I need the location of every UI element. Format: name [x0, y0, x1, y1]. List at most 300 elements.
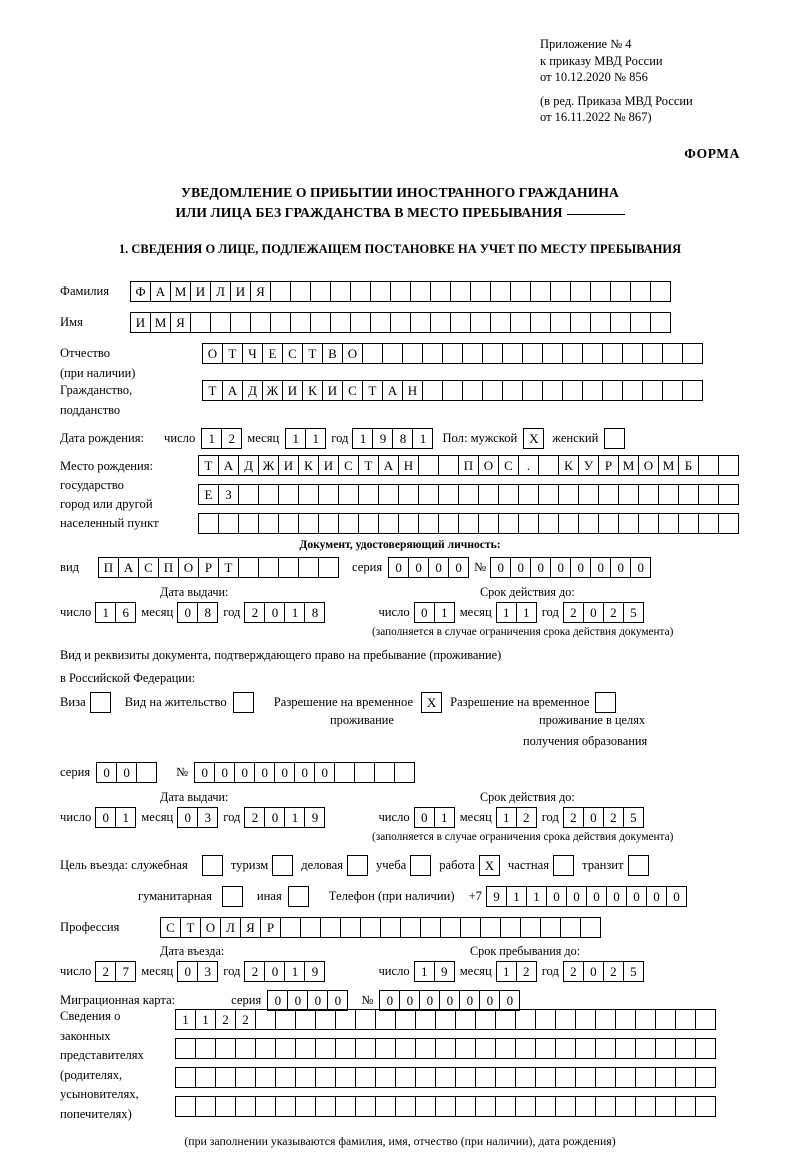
- char-cell[interactable]: Р: [260, 917, 281, 938]
- char-cell[interactable]: 1: [352, 428, 373, 449]
- char-cell[interactable]: [398, 513, 419, 534]
- char-cell[interactable]: [394, 762, 415, 783]
- char-cell[interactable]: К: [302, 380, 323, 401]
- char-cell[interactable]: [258, 557, 279, 578]
- char-cell[interactable]: [290, 281, 311, 302]
- char-cell[interactable]: [430, 312, 451, 333]
- char-cell[interactable]: 9: [434, 961, 455, 982]
- char-cell[interactable]: [498, 484, 519, 505]
- char-cell[interactable]: [570, 312, 591, 333]
- char-cell[interactable]: 0: [287, 990, 308, 1011]
- char-cell[interactable]: О: [202, 343, 223, 364]
- char-cell[interactable]: Д: [242, 380, 263, 401]
- char-cell[interactable]: [630, 312, 651, 333]
- char-cell[interactable]: [550, 312, 571, 333]
- char-cell[interactable]: 0: [546, 886, 567, 907]
- char-cell[interactable]: [462, 343, 483, 364]
- char-cell[interactable]: [430, 281, 451, 302]
- char-cell[interactable]: [475, 1009, 496, 1030]
- entry-month-input[interactable]: [177, 961, 217, 982]
- purpose-other-checkbox[interactable]: [288, 886, 309, 907]
- char-cell[interactable]: [698, 455, 719, 476]
- char-cell[interactable]: 1: [115, 807, 136, 828]
- char-cell[interactable]: [698, 513, 719, 534]
- char-cell[interactable]: 0: [428, 557, 449, 578]
- char-cell[interactable]: [510, 312, 531, 333]
- char-cell[interactable]: 0: [95, 807, 116, 828]
- char-cell[interactable]: [662, 380, 683, 401]
- char-cell[interactable]: [370, 312, 391, 333]
- char-cell[interactable]: [390, 281, 411, 302]
- char-cell[interactable]: [318, 484, 339, 505]
- char-cell[interactable]: [595, 1096, 616, 1117]
- char-cell[interactable]: 0: [479, 990, 500, 1011]
- char-cell[interactable]: [695, 1067, 716, 1088]
- char-cell[interactable]: 2: [235, 1009, 256, 1030]
- char-cell[interactable]: С: [342, 380, 363, 401]
- char-cell[interactable]: 5: [623, 807, 644, 828]
- char-cell[interactable]: А: [382, 380, 403, 401]
- entry-day-input[interactable]: [95, 961, 135, 982]
- char-cell[interactable]: [555, 1038, 576, 1059]
- char-cell[interactable]: [610, 281, 631, 302]
- char-cell[interactable]: [280, 917, 301, 938]
- char-cell[interactable]: 1: [412, 428, 433, 449]
- char-cell[interactable]: 0: [448, 557, 469, 578]
- char-cell[interactable]: [538, 455, 559, 476]
- birth-place-row2-input[interactable]: [198, 484, 738, 505]
- char-cell[interactable]: С: [160, 917, 181, 938]
- char-cell[interactable]: А: [378, 455, 399, 476]
- char-cell[interactable]: М: [658, 455, 679, 476]
- char-cell[interactable]: 2: [95, 961, 116, 982]
- char-cell[interactable]: 0: [314, 762, 335, 783]
- char-cell[interactable]: 2: [603, 602, 624, 623]
- char-cell[interactable]: [460, 917, 481, 938]
- char-cell[interactable]: [375, 1038, 396, 1059]
- char-cell[interactable]: [395, 1096, 416, 1117]
- char-cell[interactable]: 6: [115, 602, 136, 623]
- char-cell[interactable]: 1: [284, 602, 305, 623]
- stay-issue-month-input[interactable]: [177, 807, 217, 828]
- char-cell[interactable]: [310, 312, 331, 333]
- char-cell[interactable]: [415, 1038, 436, 1059]
- char-cell[interactable]: Ч: [242, 343, 263, 364]
- char-cell[interactable]: [375, 1009, 396, 1030]
- char-cell[interactable]: [482, 380, 503, 401]
- char-cell[interactable]: [435, 1038, 456, 1059]
- doc-series-input[interactable]: [388, 557, 468, 578]
- doc-valid-month-input[interactable]: [496, 602, 536, 623]
- char-cell[interactable]: [362, 343, 383, 364]
- char-cell[interactable]: 0: [583, 807, 604, 828]
- char-cell[interactable]: [590, 312, 611, 333]
- char-cell[interactable]: [270, 312, 291, 333]
- char-cell[interactable]: К: [298, 455, 319, 476]
- char-cell[interactable]: [255, 1067, 276, 1088]
- char-cell[interactable]: [658, 513, 679, 534]
- char-cell[interactable]: [335, 1067, 356, 1088]
- char-cell[interactable]: 9: [304, 961, 325, 982]
- purpose-business-checkbox[interactable]: [347, 855, 368, 876]
- char-cell[interactable]: Т: [202, 380, 223, 401]
- char-cell[interactable]: [678, 484, 699, 505]
- char-cell[interactable]: [230, 312, 251, 333]
- char-cell[interactable]: 0: [294, 762, 315, 783]
- char-cell[interactable]: [695, 1038, 716, 1059]
- char-cell[interactable]: [475, 1067, 496, 1088]
- char-cell[interactable]: [718, 484, 739, 505]
- char-cell[interactable]: [558, 513, 579, 534]
- char-cell[interactable]: [438, 513, 459, 534]
- char-cell[interactable]: [495, 1096, 516, 1117]
- char-cell[interactable]: Т: [358, 455, 379, 476]
- char-cell[interactable]: 0: [570, 557, 591, 578]
- char-cell[interactable]: [278, 484, 299, 505]
- char-cell[interactable]: 0: [510, 557, 531, 578]
- char-cell[interactable]: 5: [623, 602, 644, 623]
- char-cell[interactable]: [650, 281, 671, 302]
- char-cell[interactable]: [258, 513, 279, 534]
- char-cell[interactable]: [422, 380, 443, 401]
- char-cell[interactable]: Т: [218, 557, 239, 578]
- char-cell[interactable]: 0: [264, 807, 285, 828]
- char-cell[interactable]: [175, 1038, 196, 1059]
- birth-year-input[interactable]: [352, 428, 432, 449]
- char-cell[interactable]: [550, 281, 571, 302]
- char-cell[interactable]: 1: [175, 1009, 196, 1030]
- char-cell[interactable]: 1: [284, 961, 305, 982]
- char-cell[interactable]: [354, 762, 375, 783]
- char-cell[interactable]: Т: [180, 917, 201, 938]
- char-cell[interactable]: [618, 513, 639, 534]
- char-cell[interactable]: Ж: [258, 455, 279, 476]
- char-cell[interactable]: [675, 1067, 696, 1088]
- char-cell[interactable]: [278, 513, 299, 534]
- char-cell[interactable]: [310, 281, 331, 302]
- migration-number-input[interactable]: [379, 990, 519, 1011]
- char-cell[interactable]: Я: [240, 917, 261, 938]
- char-cell[interactable]: 0: [490, 557, 511, 578]
- char-cell[interactable]: [658, 484, 679, 505]
- char-cell[interactable]: [298, 557, 319, 578]
- char-cell[interactable]: 8: [304, 602, 325, 623]
- doc-issue-month-input[interactable]: [177, 602, 217, 623]
- char-cell[interactable]: [378, 484, 399, 505]
- char-cell[interactable]: [400, 917, 421, 938]
- char-cell[interactable]: 1: [95, 602, 116, 623]
- char-cell[interactable]: [375, 1067, 396, 1088]
- purpose-study-checkbox[interactable]: [410, 855, 431, 876]
- char-cell[interactable]: [510, 281, 531, 302]
- char-cell[interactable]: 1: [496, 602, 517, 623]
- char-cell[interactable]: [575, 1067, 596, 1088]
- char-cell[interactable]: П: [98, 557, 119, 578]
- char-cell[interactable]: 3: [197, 807, 218, 828]
- char-cell[interactable]: [602, 380, 623, 401]
- char-cell[interactable]: 1: [284, 807, 305, 828]
- char-cell[interactable]: 2: [563, 807, 584, 828]
- char-cell[interactable]: 0: [267, 990, 288, 1011]
- stay-issue-year-input[interactable]: [244, 807, 324, 828]
- stay-month-input[interactable]: [496, 961, 536, 982]
- char-cell[interactable]: 9: [304, 807, 325, 828]
- char-cell[interactable]: [642, 343, 663, 364]
- char-cell[interactable]: 0: [499, 990, 520, 1011]
- char-cell[interactable]: [395, 1038, 416, 1059]
- char-cell[interactable]: [375, 1096, 396, 1117]
- surname-input[interactable]: [130, 281, 670, 302]
- doc-issue-year-input[interactable]: [244, 602, 324, 623]
- char-cell[interactable]: 0: [610, 557, 631, 578]
- char-cell[interactable]: [370, 281, 391, 302]
- birth-day-input[interactable]: [201, 428, 241, 449]
- char-cell[interactable]: О: [638, 455, 659, 476]
- char-cell[interactable]: [422, 343, 443, 364]
- char-cell[interactable]: 0: [399, 990, 420, 1011]
- name-input[interactable]: [130, 312, 670, 333]
- char-cell[interactable]: 2: [563, 602, 584, 623]
- char-cell[interactable]: [675, 1038, 696, 1059]
- char-cell[interactable]: Н: [398, 455, 419, 476]
- char-cell[interactable]: [638, 513, 659, 534]
- char-cell[interactable]: П: [158, 557, 179, 578]
- char-cell[interactable]: О: [178, 557, 199, 578]
- char-cell[interactable]: 0: [414, 602, 435, 623]
- char-cell[interactable]: [455, 1009, 476, 1030]
- patronymic-input[interactable]: [202, 343, 702, 364]
- char-cell[interactable]: 0: [388, 557, 409, 578]
- char-cell[interactable]: [462, 380, 483, 401]
- char-cell[interactable]: Я: [170, 312, 191, 333]
- stay-valid-year-input[interactable]: [563, 807, 643, 828]
- char-cell[interactable]: [595, 1038, 616, 1059]
- char-cell[interactable]: [642, 380, 663, 401]
- char-cell[interactable]: [334, 762, 355, 783]
- purpose-transit-checkbox[interactable]: [628, 855, 649, 876]
- char-cell[interactable]: Л: [220, 917, 241, 938]
- char-cell[interactable]: [622, 380, 643, 401]
- char-cell[interactable]: .: [518, 455, 539, 476]
- char-cell[interactable]: 1: [526, 886, 547, 907]
- stay-valid-day-input[interactable]: [414, 807, 454, 828]
- char-cell[interactable]: [522, 380, 543, 401]
- char-cell[interactable]: [218, 513, 239, 534]
- char-cell[interactable]: [470, 312, 491, 333]
- char-cell[interactable]: [318, 513, 339, 534]
- char-cell[interactable]: 0: [439, 990, 460, 1011]
- char-cell[interactable]: М: [150, 312, 171, 333]
- char-cell[interactable]: 1: [434, 807, 455, 828]
- char-cell[interactable]: [315, 1067, 336, 1088]
- char-cell[interactable]: И: [278, 455, 299, 476]
- doc-valid-day-input[interactable]: [414, 602, 454, 623]
- char-cell[interactable]: 0: [666, 886, 687, 907]
- char-cell[interactable]: [418, 484, 439, 505]
- char-cell[interactable]: [475, 1096, 496, 1117]
- char-cell[interactable]: 0: [274, 762, 295, 783]
- stay-year-input[interactable]: [563, 961, 643, 982]
- char-cell[interactable]: [598, 484, 619, 505]
- char-cell[interactable]: [615, 1038, 636, 1059]
- char-cell[interactable]: 0: [408, 557, 429, 578]
- char-cell[interactable]: [518, 484, 539, 505]
- birth-place-row3-input[interactable]: [198, 513, 738, 534]
- char-cell[interactable]: [498, 513, 519, 534]
- char-cell[interactable]: 1: [496, 807, 517, 828]
- char-cell[interactable]: [398, 484, 419, 505]
- char-cell[interactable]: [618, 484, 639, 505]
- char-cell[interactable]: [578, 513, 599, 534]
- char-cell[interactable]: [330, 312, 351, 333]
- char-cell[interactable]: [575, 1009, 596, 1030]
- char-cell[interactable]: [555, 1009, 576, 1030]
- char-cell[interactable]: [275, 1067, 296, 1088]
- char-cell[interactable]: [340, 917, 361, 938]
- birth-month-input[interactable]: [285, 428, 325, 449]
- char-cell[interactable]: [522, 343, 543, 364]
- char-cell[interactable]: 0: [414, 807, 435, 828]
- char-cell[interactable]: [502, 380, 523, 401]
- char-cell[interactable]: [515, 1096, 536, 1117]
- char-cell[interactable]: [300, 917, 321, 938]
- char-cell[interactable]: 8: [197, 602, 218, 623]
- char-cell[interactable]: 0: [626, 886, 647, 907]
- char-cell[interactable]: Н: [402, 380, 423, 401]
- residence-permit-checkbox[interactable]: [233, 692, 254, 713]
- char-cell[interactable]: [355, 1038, 376, 1059]
- char-cell[interactable]: [420, 917, 441, 938]
- char-cell[interactable]: 0: [583, 961, 604, 982]
- char-cell[interactable]: [555, 1096, 576, 1117]
- char-cell[interactable]: [535, 1038, 556, 1059]
- char-cell[interactable]: [515, 1038, 536, 1059]
- char-cell[interactable]: 2: [221, 428, 242, 449]
- char-cell[interactable]: 0: [586, 886, 607, 907]
- char-cell[interactable]: [635, 1038, 656, 1059]
- char-cell[interactable]: [442, 380, 463, 401]
- char-cell[interactable]: [410, 281, 431, 302]
- char-cell[interactable]: [558, 484, 579, 505]
- char-cell[interactable]: [335, 1038, 356, 1059]
- char-cell[interactable]: [580, 917, 601, 938]
- char-cell[interactable]: [610, 312, 631, 333]
- char-cell[interactable]: 0: [566, 886, 587, 907]
- char-cell[interactable]: [350, 281, 371, 302]
- char-cell[interactable]: [538, 513, 559, 534]
- char-cell[interactable]: 2: [244, 602, 265, 623]
- char-cell[interactable]: 9: [372, 428, 393, 449]
- char-cell[interactable]: [175, 1096, 196, 1117]
- char-cell[interactable]: [635, 1009, 656, 1030]
- char-cell[interactable]: К: [558, 455, 579, 476]
- char-cell[interactable]: 0: [264, 602, 285, 623]
- profession-input[interactable]: [160, 917, 600, 938]
- char-cell[interactable]: [515, 1067, 536, 1088]
- char-cell[interactable]: [575, 1096, 596, 1117]
- char-cell[interactable]: 0: [379, 990, 400, 1011]
- char-cell[interactable]: [478, 513, 499, 534]
- char-cell[interactable]: [590, 281, 611, 302]
- char-cell[interactable]: [438, 455, 459, 476]
- char-cell[interactable]: [520, 917, 541, 938]
- char-cell[interactable]: [360, 917, 381, 938]
- char-cell[interactable]: [395, 1067, 416, 1088]
- legal-rep-row2-input[interactable]: [175, 1038, 715, 1059]
- char-cell[interactable]: 0: [264, 961, 285, 982]
- char-cell[interactable]: [330, 281, 351, 302]
- char-cell[interactable]: 2: [516, 807, 537, 828]
- char-cell[interactable]: [655, 1096, 676, 1117]
- purpose-private-checkbox[interactable]: [553, 855, 574, 876]
- char-cell[interactable]: [338, 513, 359, 534]
- char-cell[interactable]: [435, 1009, 456, 1030]
- char-cell[interactable]: [635, 1067, 656, 1088]
- char-cell[interactable]: 0: [550, 557, 571, 578]
- char-cell[interactable]: 1: [414, 961, 435, 982]
- char-cell[interactable]: 8: [392, 428, 413, 449]
- char-cell[interactable]: 0: [459, 990, 480, 1011]
- char-cell[interactable]: О: [200, 917, 221, 938]
- char-cell[interactable]: Р: [598, 455, 619, 476]
- char-cell[interactable]: [315, 1038, 336, 1059]
- purpose-tourism-checkbox[interactable]: [272, 855, 293, 876]
- char-cell[interactable]: [378, 513, 399, 534]
- char-cell[interactable]: [540, 917, 561, 938]
- legal-rep-row3-input[interactable]: [175, 1067, 715, 1088]
- char-cell[interactable]: [215, 1067, 236, 1088]
- char-cell[interactable]: [542, 343, 563, 364]
- char-cell[interactable]: [335, 1009, 356, 1030]
- char-cell[interactable]: [622, 343, 643, 364]
- char-cell[interactable]: [602, 343, 623, 364]
- char-cell[interactable]: [355, 1067, 376, 1088]
- char-cell[interactable]: [650, 312, 671, 333]
- char-cell[interactable]: [615, 1067, 636, 1088]
- char-cell[interactable]: [338, 484, 359, 505]
- char-cell[interactable]: [470, 281, 491, 302]
- char-cell[interactable]: 0: [530, 557, 551, 578]
- char-cell[interactable]: [395, 1009, 416, 1030]
- char-cell[interactable]: Р: [198, 557, 219, 578]
- char-cell[interactable]: Е: [262, 343, 283, 364]
- char-cell[interactable]: [682, 380, 703, 401]
- char-cell[interactable]: [250, 312, 271, 333]
- char-cell[interactable]: И: [230, 281, 251, 302]
- temp-residence-edu-checkbox[interactable]: [595, 692, 616, 713]
- char-cell[interactable]: 0: [606, 886, 627, 907]
- char-cell[interactable]: И: [322, 380, 343, 401]
- char-cell[interactable]: А: [118, 557, 139, 578]
- char-cell[interactable]: [530, 281, 551, 302]
- char-cell[interactable]: [630, 281, 651, 302]
- char-cell[interactable]: [195, 1096, 216, 1117]
- char-cell[interactable]: И: [318, 455, 339, 476]
- char-cell[interactable]: [295, 1009, 316, 1030]
- char-cell[interactable]: [418, 455, 439, 476]
- doc-number-input[interactable]: [490, 557, 650, 578]
- legal-rep-row1-input[interactable]: [175, 1009, 715, 1030]
- stay-series-input[interactable]: [96, 762, 156, 783]
- char-cell[interactable]: 0: [194, 762, 215, 783]
- char-cell[interactable]: [495, 1067, 516, 1088]
- char-cell[interactable]: [450, 281, 471, 302]
- char-cell[interactable]: [258, 484, 279, 505]
- char-cell[interactable]: [410, 312, 431, 333]
- char-cell[interactable]: 0: [116, 762, 137, 783]
- char-cell[interactable]: [595, 1009, 616, 1030]
- char-cell[interactable]: 1: [195, 1009, 216, 1030]
